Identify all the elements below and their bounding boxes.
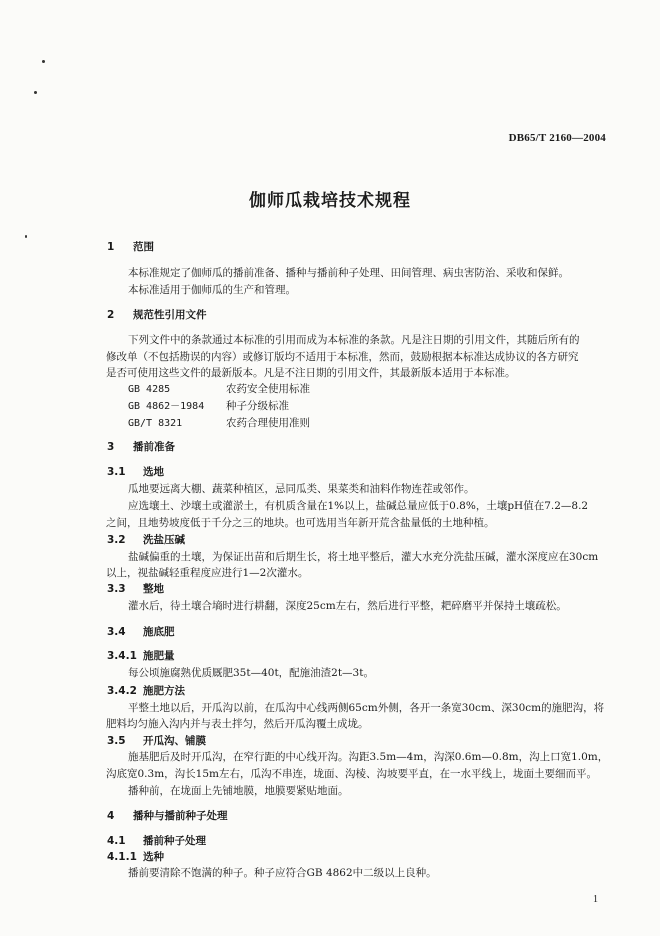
reference-name: 农药安全使用标准 <box>226 383 310 395</box>
paragraph-line: 施基肥后及时开瓜沟，在窄行距的中心线开沟。沟距3.5m—4m，沟深0.6m—0.8m，沟上口宽1.0m， <box>128 751 609 763</box>
paragraph-line: 盐碱偏重的土壤，为保证出苗和后期生长，将土地平整后，灌大水充分洗盐压碱，灌水深度应在30cm <box>128 551 599 563</box>
page-number: 1 <box>593 894 598 905</box>
subsection-heading: 3.2 洗盐压碱 <box>107 534 185 546</box>
subsection-heading: 3.5 开瓜沟、铺膜 <box>107 735 206 747</box>
reference-code: GB 4285 <box>128 384 171 395</box>
paragraph-line: 瓜地要远离大棚、蔬菜种植区，忌同瓜类、果菜类和油料作物连茬或邻作。 <box>128 483 475 495</box>
reference-name: 种子分级标准 <box>226 400 289 412</box>
standard-code: DB65/T 2160—2004 <box>508 132 606 144</box>
paragraph-line: 下列文件中的条款通过本标准的引用而成为本标准的条款。凡是注日期的引用文件，其随后所有的 <box>128 334 580 346</box>
paragraph-line: 应选壤土、沙壤土或灌淤土，有机质含量在1%以上，盐碱总量应低于0.8%，土壤pH值在7.2—8.2 <box>128 500 589 512</box>
section-heading: 2 规范性引用文件 <box>107 309 207 321</box>
paragraph-line: 是否可使用这些文件的最新版本。凡是不注日期的引用文件，其最新版本适用于本标准。 <box>106 367 516 379</box>
reference-code: GB/T 8321 <box>128 418 183 429</box>
subsection-heading: 4.1 播前种子处理 <box>107 835 206 847</box>
paragraph-line: 本标准适用于伽师瓜的生产和管理。 <box>128 284 296 296</box>
reference-row <box>128 416 310 431</box>
subsubsection-heading: 3.4.2 施肥方法 <box>107 685 185 697</box>
section-heading: 3 播前准备 <box>107 441 175 453</box>
subsubsection-heading: 3.4.1 施肥量 <box>107 650 175 662</box>
subsubsection-heading: 4.1.1 选种 <box>107 851 164 863</box>
subsection-heading: 3.3 整地 <box>107 583 164 595</box>
paragraph-line: 沟底宽0.3m，沟长15m左右，瓜沟不串连，垅面、沟棱、沟坡要平直，在一水平线上，垅面土要细而平。 <box>106 768 597 780</box>
paragraph-line: 本标准规定了伽师瓜的播前准备、播种与播前种子处理、田间管理、病虫害防治、采收和保鲜。 <box>128 267 569 279</box>
document-title: 伽师瓜栽培技术规程 <box>249 191 411 211</box>
reference-row <box>128 382 310 397</box>
reference-code: GB 4862－1984 <box>128 401 205 412</box>
scan-speck <box>34 91 37 94</box>
paragraph-line: 灌水后，待土壤合墒时进行耕翻，深度25cm左右，然后进行平整，耙碎磨平并保持土壤疏松。 <box>128 600 567 612</box>
paragraph-line: 播种前，在垅面上先铺地膜，地膜要紧贴地面。 <box>128 785 349 797</box>
scan-speck <box>25 235 27 238</box>
paragraph-line: 播前要清除不饱满的种子。种子应符合GB 4862中二级以上良种。 <box>128 867 437 879</box>
section-heading: 1 范围 <box>107 241 154 253</box>
scan-speck <box>42 60 45 63</box>
paragraph-line: 每公顷施腐熟优质厩肥35t—40t，配施油渣2t—3t。 <box>128 667 374 679</box>
paragraph-line: 平整土地以后，开瓜沟以前，在瓜沟中心线两侧65cm外侧，各开一条宽30cm、深30cm的施肥沟，将 <box>128 702 605 714</box>
section-heading: 4 播种与播前种子处理 <box>107 810 228 822</box>
paragraph-line: 修改单（不包括勘误的内容）或修订版均不适用于本标准，然而，鼓励根据本标准达成协议的各方研究 <box>106 351 579 363</box>
paragraph-line: 肥料均匀施入沟内并与表土拌匀，然后开瓜沟覆土成垅。 <box>106 718 369 730</box>
subsection-heading: 3.1 选地 <box>107 466 164 478</box>
paragraph-line: 之间，且地势坡度低于千分之三的地块。也可选用当年新开荒含盐量低的土地种植。 <box>106 517 495 529</box>
paragraph-line: 以上，视盐碱轻重程度应进行1—2次灌水。 <box>106 567 309 579</box>
reference-name: 农药合理使用准则 <box>226 417 310 429</box>
subsection-heading: 3.4 施底肥 <box>107 626 175 638</box>
reference-row <box>128 399 289 414</box>
